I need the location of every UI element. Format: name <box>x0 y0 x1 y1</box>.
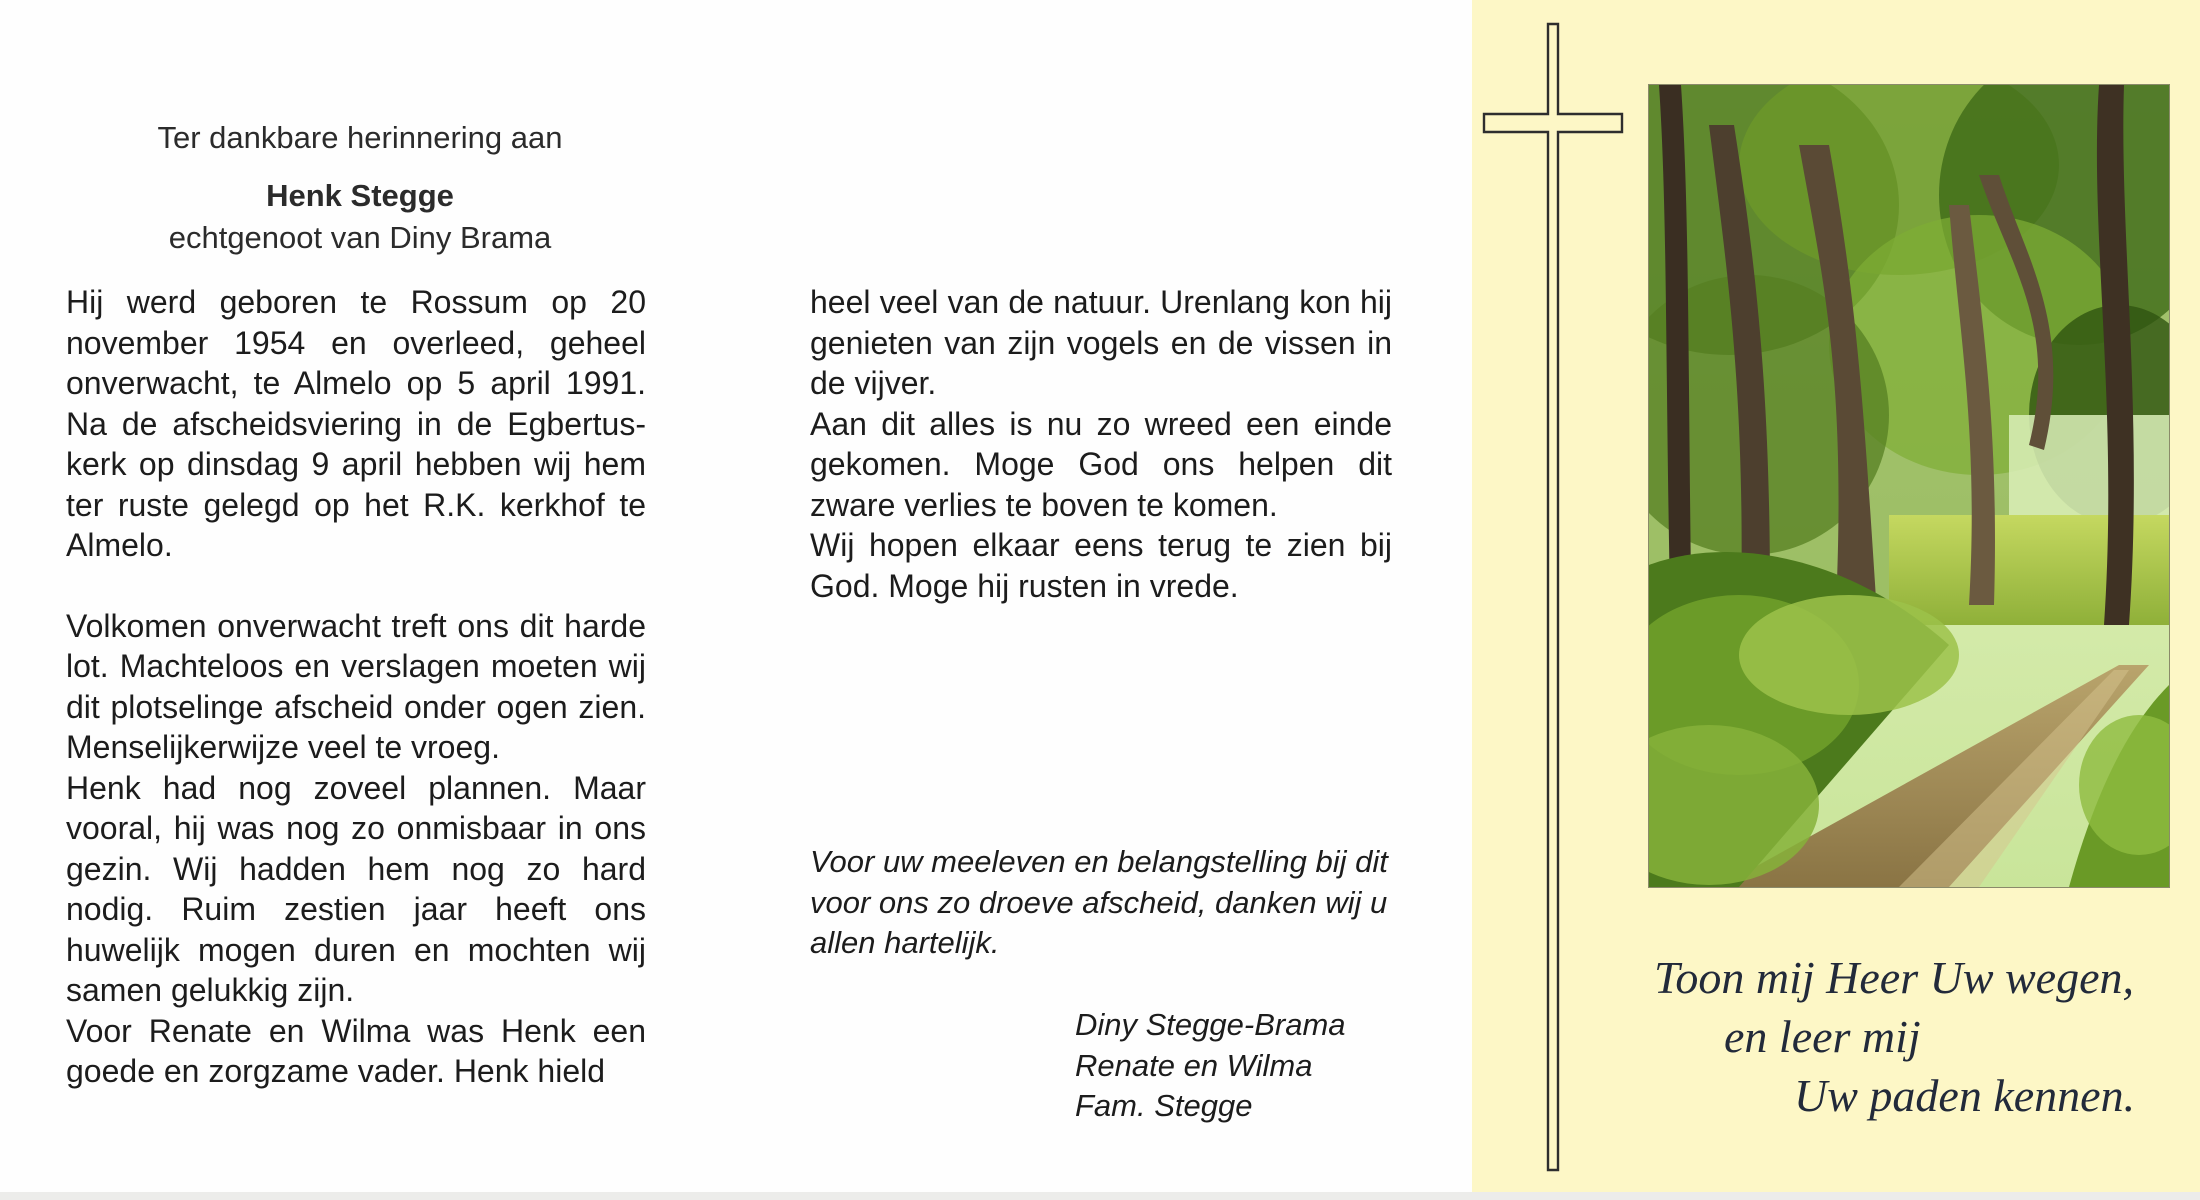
signature-line: Fam. Stegge <box>1075 1088 1253 1123</box>
cross-icon <box>1480 22 1630 1172</box>
deceased-name: Henk Stegge <box>266 178 454 213</box>
spouse-line: echtgenoot van Diny Brama <box>168 220 552 255</box>
grief-paragraph: Volkomen onverwacht treft ons dit harde lot. Machteloos en verslagen moeten wij dit plotselinge afscheid onder ogen zien. Menselijkerwijze veel te vroeg. <box>66 607 646 765</box>
loss-paragraph: Aan dit alles is nu zo wreed een einde gekomen. Moge God ons helpen dit zware verlies te boven te komen. <box>810 405 1392 523</box>
thanks-text: Voor uw meeleven en belangstelling bij dit voor ons zo droeve afscheid, danken wij u allen hartelijk. <box>810 844 1388 960</box>
plans-paragraph: Henk had nog zoveel plannen. Maar vooral, hij was nog zo onmisbaar in ons gezin. Wij hadden hem nog zo hard nodig. Ruim zestien jaar heeft ons huwelijk mogen duren en mochten wij samen gelukkig zijn. <box>66 769 646 1008</box>
nature-paragraph: heel veel van de natuur. Urenlang kon hij genieten van zijn vogels en de vissen in de vijver. <box>810 284 1392 401</box>
birth-death-paragraph: Hij werd geboren te Rossum op 20 november 1954 en overleed, geheel onverwacht, te Almelo op 5 april 1991. Na de afscheidsviering in de Egbertus-kerk op dinsdag 9 april hebben wij hem ter ruste gelegd op het R.K. kerkhof te Almelo. <box>66 284 646 563</box>
signatures <box>1075 1005 1415 1127</box>
paper-bottom-edge <box>0 1192 2200 1200</box>
verse-line: Toon mij Heer Uw wegen, <box>1654 952 2135 1003</box>
tree-lined-path-photo <box>1648 84 2170 888</box>
verse <box>1640 948 2200 1125</box>
signature-line: Diny Stegge-Brama <box>1075 1007 1346 1042</box>
right-text-column <box>810 282 1392 606</box>
verse-line: Uw paden kennen. <box>1794 1070 2136 1121</box>
intro-line: Ter dankbare herinnering aan <box>157 120 563 155</box>
hope-paragraph: Wij hopen elkaar eens terug te zien bij God. Moge hij rusten in vrede. <box>810 527 1392 604</box>
verse-line: en leer mij <box>1724 1011 1921 1062</box>
father-paragraph: Voor Renate en Wilma was Henk een goede en zorgzame vader. Henk hield <box>66 1012 646 1089</box>
signature-line: Renate en Wilma <box>1075 1047 1313 1083</box>
left-text-column <box>66 282 646 1092</box>
